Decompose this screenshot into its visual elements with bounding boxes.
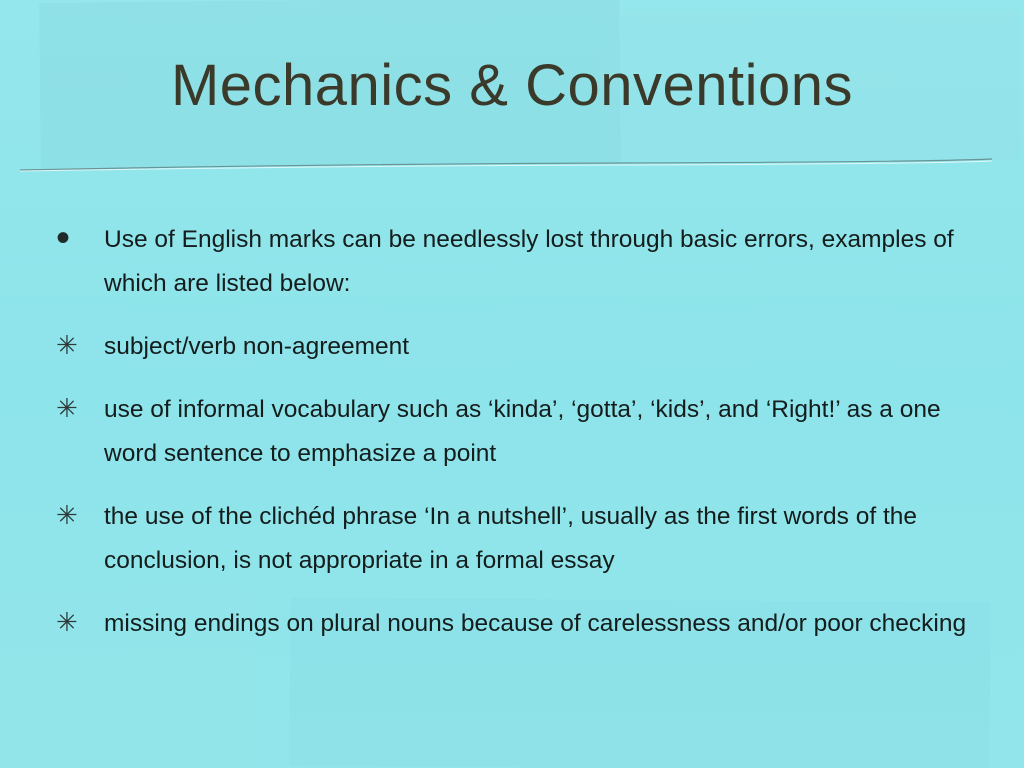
bullet-icon: • bbox=[56, 216, 71, 260]
asterisk-icon: ✳ bbox=[56, 607, 78, 637]
list-item-text: missing endings on plural nouns because of carelessness and/or poor checking bbox=[104, 610, 967, 637]
list-item bbox=[56, 388, 976, 476]
list-item-text: Use of English marks can be needlessly lost through basic errors, examples of which are listed below: bbox=[104, 226, 954, 297]
list-item-text: the use of the clichéd phrase ‘In a nutshell’, usually as the first words of the conclusion, is not appropriate in a formal essay bbox=[104, 503, 918, 574]
asterisk-icon: ✳ bbox=[56, 500, 78, 530]
list-item bbox=[56, 218, 976, 306]
asterisk-icon: ✳ bbox=[56, 393, 78, 423]
list-item-text: subject/verb non-agreement bbox=[104, 333, 410, 360]
list-item-text: use of informal vocabulary such as ‘kinda’, ‘gotta’, ‘kids’, and ‘Right!’ as a one word sentence to emphasize a point bbox=[104, 396, 941, 467]
list-item bbox=[56, 602, 976, 646]
title-divider bbox=[20, 158, 992, 174]
list-item bbox=[56, 495, 976, 583]
list-item bbox=[56, 325, 976, 369]
bullet-list bbox=[56, 218, 976, 665]
asterisk-icon: ✳ bbox=[56, 330, 78, 360]
slide-title: Mechanics & Conventions bbox=[170, 53, 854, 118]
